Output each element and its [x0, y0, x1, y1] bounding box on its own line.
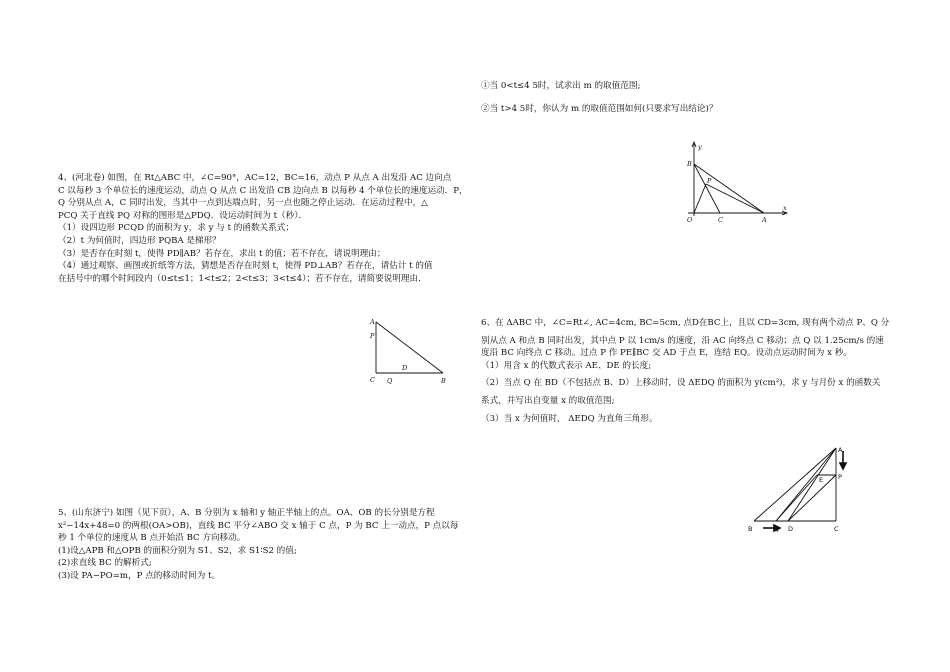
q4-line: Q 分别从点 A，C 同时出发，当其中一点到达端点时，另一点也随之停止运动．在运动过程中，△: [58, 198, 428, 209]
q5-segment-pa: [706, 184, 764, 213]
q6-label-d: D: [788, 525, 794, 533]
q4-line: 4、(河北卷) 如图，在 Rt△ABC 中，∠C=90°，AC=12，BC=16，动点 P 从点 A 出发沿 AC 边向点: [58, 173, 452, 183]
q6-line: （2）当点 Q 在 BD（不包括点 B、D）上移动时，设 ΔEDQ 的面积为 y(cm²)，求 y 与月份 x 的函数关: [481, 378, 881, 389]
q6-label-a: A: [838, 446, 843, 454]
q4-line: C 以每秒 3 个单位长的速度运动，动点 Q 从点 C 出发沿 CB 边向点 B 以每秒 4 个单位长的速度运动．P，: [58, 185, 468, 196]
q4-triangle-figure: [362, 314, 462, 386]
q4-line: PCQ 关于直线 PQ 对称的图形是△PDQ．设运动时间为 t（秒）．: [58, 210, 308, 221]
q4-line: （1）设四边形 PCQD 的面积为 y，求 y 与 t 的函数关系式；: [58, 223, 294, 234]
q5-label-o: O: [687, 216, 693, 224]
q6-segment-aq: [776, 448, 836, 521]
q6-line: （1）用含 x 的代数式表示 AE、DE 的长度;: [481, 360, 652, 371]
q6-label-e: E: [819, 476, 824, 484]
q5-line: (2)求直线 BC 的解析式;: [58, 558, 152, 569]
q6-triangle-figure: [744, 442, 854, 534]
q5-label-p: P: [707, 177, 712, 185]
q5-label-b: B: [687, 160, 692, 168]
question-4: [58, 172, 468, 285]
q6-line: （3）当 x 为何值时， ΔEDQ 为直角三角形。: [481, 413, 658, 424]
q6-line: 系式，并写出自变量 x 的取值范围;: [481, 395, 615, 406]
q4-label-b: B: [441, 377, 446, 385]
q4-label-d: D: [402, 364, 408, 372]
q6-label-b: B: [748, 525, 753, 533]
question-5: [58, 507, 458, 583]
q4-segment-ab: [376, 322, 443, 373]
q5-sub-1: ①当 0<t≤4 5时，试求出 m 的取值范围;: [481, 81, 641, 91]
q5-label-c: C: [718, 216, 723, 224]
q5-segment-bc: [694, 164, 720, 213]
q6-line: 6、在 ΔABC 中，∠C=Rt∠, AC=4cm, BC=5cm, 点D在BC上，且以 CD=3cm, 现有两个动点 P、Q 分: [481, 318, 890, 328]
q4-line: （4）通过观察、画图或折纸等方法，猜想是否存在时刻 t，使得 PD⊥AB？若存在，请估计 t 的值: [58, 261, 433, 272]
q6-segment-eq: [776, 475, 817, 521]
q5-line: (1)设△APB 和△OPB 的面积分别为 S1、S2，求 S1∶S2 的值;: [58, 545, 297, 556]
q5-line: x²−14x+48=0 的两根(OA>OB)，直线 BC 平分∠ABO 交 x 轴于 C 点，P 为 BC 上一动点，P 点以每: [58, 520, 459, 531]
q5-label-y: y: [698, 143, 702, 151]
q4-label-p: P: [370, 332, 375, 340]
q6-line: 度沿 BC 向终点 C 移动。过点 P 作 PE∥BC 交 AD 于点 E，连结 EQ。设动点运动时间为 x 秒。: [481, 348, 852, 359]
q4-line: （3）是否存在时刻 t，使得 PD∥AB？若存在，求出 t 的值；若不存在，请说明理由；: [58, 248, 386, 259]
q5-segment-po: [694, 184, 706, 213]
p-motion-arrow-head-icon: [840, 463, 846, 469]
q5-line: 秒 1 个单位的速度从 B 点开始沿 BC 方向移动。: [58, 533, 246, 544]
q4-label-a: A: [370, 318, 375, 326]
q6-label-q: Q: [774, 525, 780, 533]
q6-label-p: P: [838, 473, 842, 481]
question-5-continued: [481, 80, 717, 115]
q4-line: 在括号中的哪个时间段内（0≤t≤1；1<t≤2；2<t≤3；3<t≤4）；若不存在，请简要说明理由．: [58, 273, 427, 284]
q6-line: 别从点 A 和点 B 同时出发，其中点 P 以 1cm/s 的速度，沿 AC 向终点 C 移动；点 Q 以 1.25cm/s 的速: [481, 335, 884, 346]
q6-label-c: C: [834, 525, 839, 533]
q4-line: （2）t 为何值时，四边形 PQBA 是梯形？: [58, 235, 221, 246]
q4-label-q: Q: [387, 377, 393, 385]
q5-label-x: x: [783, 204, 787, 212]
question-6: [481, 317, 889, 425]
q5-line: 5、(山东济宁) 如图（见下页），A、B 分别为 x 轴和 y 轴正半轴上的点。OA、OB 的长分别是方程: [58, 508, 435, 518]
q5-line: (3)设 PA−PO=m，P 点的移动时间为 t。: [58, 570, 221, 581]
q5-coordinate-figure: [682, 138, 792, 228]
q5-label-a: A: [762, 216, 767, 224]
q4-label-c: C: [370, 376, 375, 384]
q5-sub-2: ②当 t>4 5时，你认为 m 的取值范围如何(只要求写出结论)？: [481, 103, 718, 114]
